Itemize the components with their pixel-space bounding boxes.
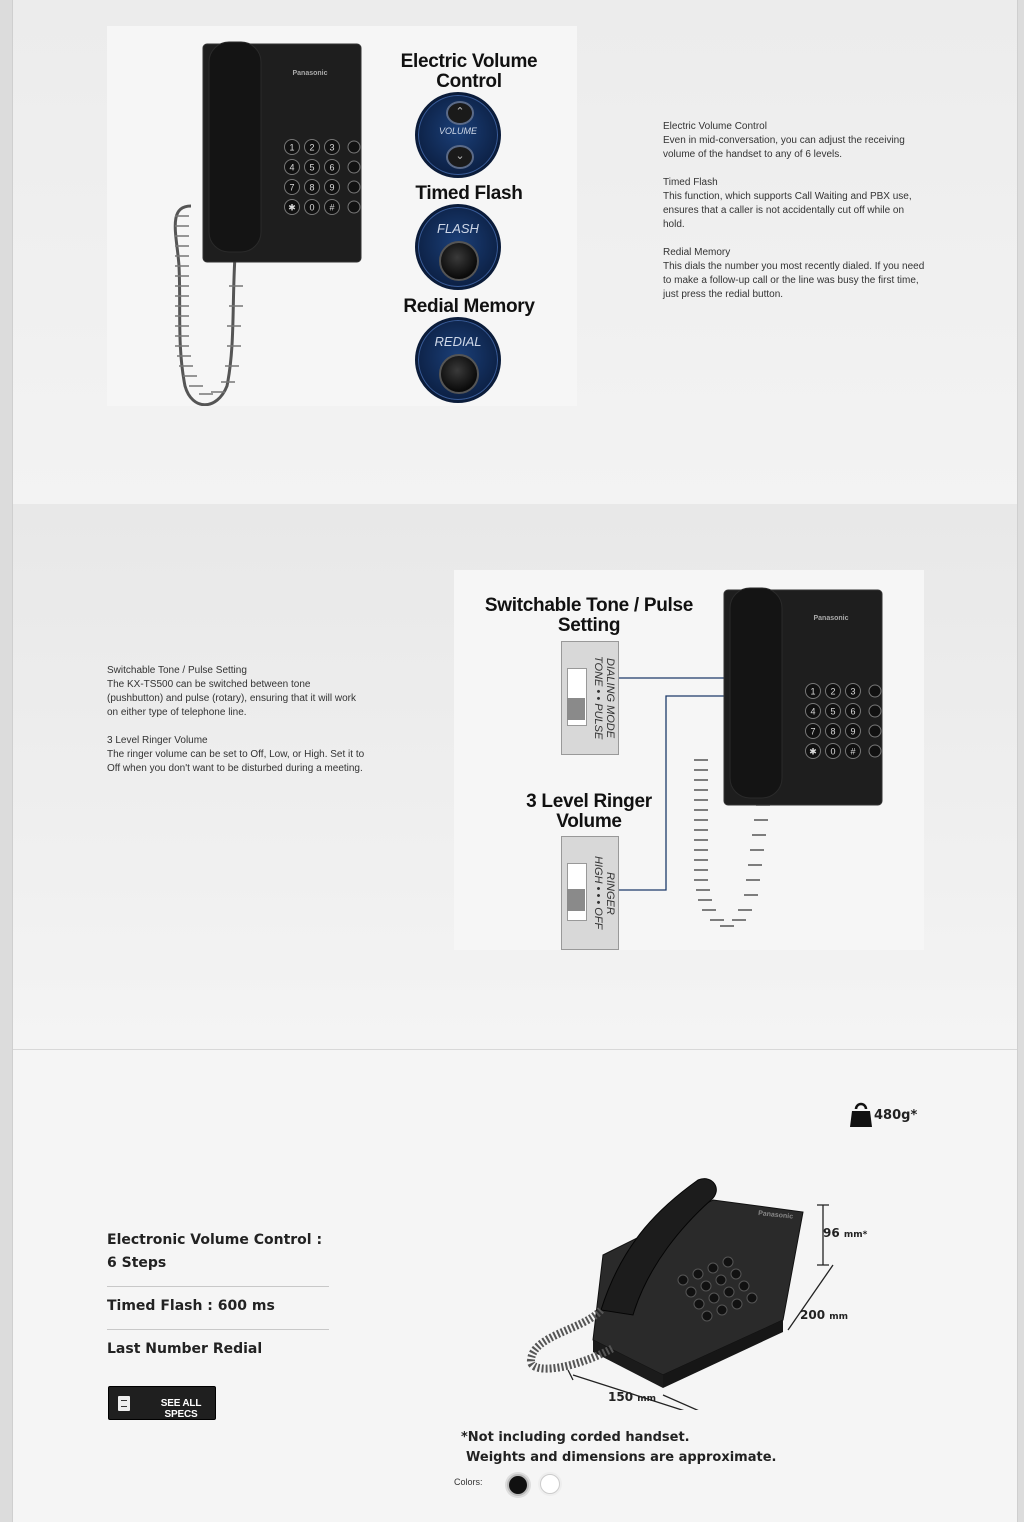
- flash-button-label: FLASH: [437, 221, 479, 236]
- spec-timed-flash: Timed Flash : 600 ms: [107, 1298, 275, 1314]
- function-key: [869, 685, 881, 697]
- function-key: [869, 745, 881, 757]
- feature-descriptions-1: [663, 120, 925, 316]
- phone-image-2: [454, 570, 924, 950]
- tone-pulse-title: Switchable Tone / Pulse Setting: [484, 595, 694, 636]
- keypad-key-label: 4: [810, 706, 816, 717]
- function-key: [869, 705, 881, 717]
- keypad-key-label: 8: [830, 726, 836, 737]
- feature-image-panel-1: [107, 26, 577, 406]
- keypad-key-label: 2: [830, 686, 836, 697]
- keypad-key-label: 7: [810, 726, 816, 737]
- ringer-volume-title: 3 Level Ringer Volume: [526, 791, 652, 832]
- weight-icon: [849, 1102, 873, 1128]
- volume-button-label: VOLUME: [438, 126, 477, 136]
- color-swatch-black[interactable]: [507, 1474, 529, 1496]
- height-dimension: 96 mm*: [823, 1226, 868, 1240]
- keypad-key-label: 5: [309, 162, 315, 173]
- keypad-key-label: ✱: [288, 202, 296, 213]
- dimension-note-1: *Not including corded handset.: [461, 1430, 690, 1445]
- keypad-key-label: 1: [810, 686, 816, 697]
- function-key: [869, 725, 881, 737]
- keypad-key-label: 6: [329, 162, 335, 173]
- function-key: [348, 161, 360, 173]
- brand-logo: Panasonic: [757, 1210, 794, 1221]
- width-dimension: 150 mm: [608, 1390, 657, 1404]
- document-icon: [118, 1396, 130, 1411]
- keypad-key-label: 0: [309, 202, 315, 213]
- spec-volume-control: Electronic Volume Control : 6 Steps: [107, 1232, 323, 1271]
- function-key: [348, 181, 360, 193]
- spec-divider: [107, 1286, 329, 1287]
- chevron-up-icon: ⌃: [446, 101, 474, 125]
- depth-dimension: 200 mm: [800, 1308, 849, 1322]
- description-block: Switchable Tone / Pulse Setting The KX-TS500 can be switched between tone (pushbutton) and pulse (rotary), ensuring that it will work on either type of telephone line.: [107, 665, 357, 718]
- weight-value: 480g*: [874, 1108, 918, 1123]
- keypad-key-label: 9: [329, 182, 335, 193]
- color-swatch-white[interactable]: [540, 1474, 560, 1494]
- specs-section: [13, 1050, 1017, 1522]
- keypad-key-label: 8: [309, 182, 315, 193]
- redial-knob: [439, 354, 479, 394]
- flash-feature-title: Timed Flash: [415, 183, 523, 204]
- description-block: 3 Level Ringer Volume The ringer volume can be set to Off, Low, or High. Set it to Off when you don't want to be disturbed during a meeting.: [107, 735, 365, 774]
- keypad-key-label: 3: [329, 142, 335, 153]
- spec-last-number-redial: Last Number Redial: [107, 1341, 263, 1357]
- keypad-key-label: 6: [850, 706, 856, 717]
- ringer-switch-text: RINGER HIGH • • • OFF: [592, 856, 616, 930]
- feature-image-panel-2: [454, 570, 924, 950]
- keypad-key-label: ✱: [809, 746, 817, 757]
- tone-switch-text: DIALING MODE TONE • • PULSE: [592, 656, 616, 740]
- phone-angled-image: [513, 1170, 873, 1410]
- dimension-note-2: Weights and dimensions are approximate.: [466, 1450, 777, 1465]
- volume-feature-title: Electric Volume Control: [400, 51, 538, 92]
- redial-button-label: REDIAL: [434, 334, 482, 349]
- feature-descriptions-2: [107, 664, 369, 790]
- function-key: [348, 141, 360, 153]
- keypad-key-label: 5: [830, 706, 836, 717]
- description-block: Timed Flash This function, which supports Call Waiting and PBX use, ensures that a caller is not accidentally cut off while on hold.: [663, 177, 912, 230]
- flash-knob: [439, 241, 479, 281]
- page: [12, 0, 1018, 1522]
- see-all-specs-button[interactable]: SEE ALL SPECS: [108, 1386, 216, 1420]
- keypad-key-label: 4: [289, 162, 295, 173]
- keypad-key-label: 9: [850, 726, 856, 737]
- function-key: [348, 201, 360, 213]
- phone-handset: [209, 42, 261, 252]
- keypad-key-label: 0: [830, 746, 836, 757]
- brand-logo: Panasonic: [292, 70, 328, 77]
- flash-button-illustration: [415, 204, 501, 290]
- chevron-down-icon: ⌄: [446, 145, 474, 169]
- phone-handset: [730, 588, 782, 798]
- keypad-key-label: 3: [850, 686, 856, 697]
- feature-section-2: [13, 504, 1017, 1050]
- keypad-key-label: #: [329, 202, 335, 213]
- colors-label: Colors:: [454, 1477, 483, 1487]
- redial-button-illustration: [415, 317, 501, 403]
- redial-feature-title: Redial Memory: [403, 296, 535, 317]
- keypad-key-label: 7: [289, 182, 295, 193]
- volume-button-illustration: [415, 92, 501, 178]
- description-block: Redial Memory This dials the number you most recently dialed. If you need to make a follow-up call or the line was busy the first time, just press the redial button.: [663, 247, 925, 300]
- keypad-key-label: #: [850, 746, 856, 757]
- keypad-key-label: 1: [289, 142, 295, 153]
- feature-section-1: [13, 0, 1017, 504]
- spec-divider: [107, 1329, 329, 1330]
- brand-logo: Panasonic: [813, 615, 849, 622]
- description-block: Electric Volume Control Even in mid-conversation, you can adjust the receiving volume of the handset to any of 6 levels.: [663, 121, 905, 160]
- keypad-key-label: 2: [309, 142, 315, 153]
